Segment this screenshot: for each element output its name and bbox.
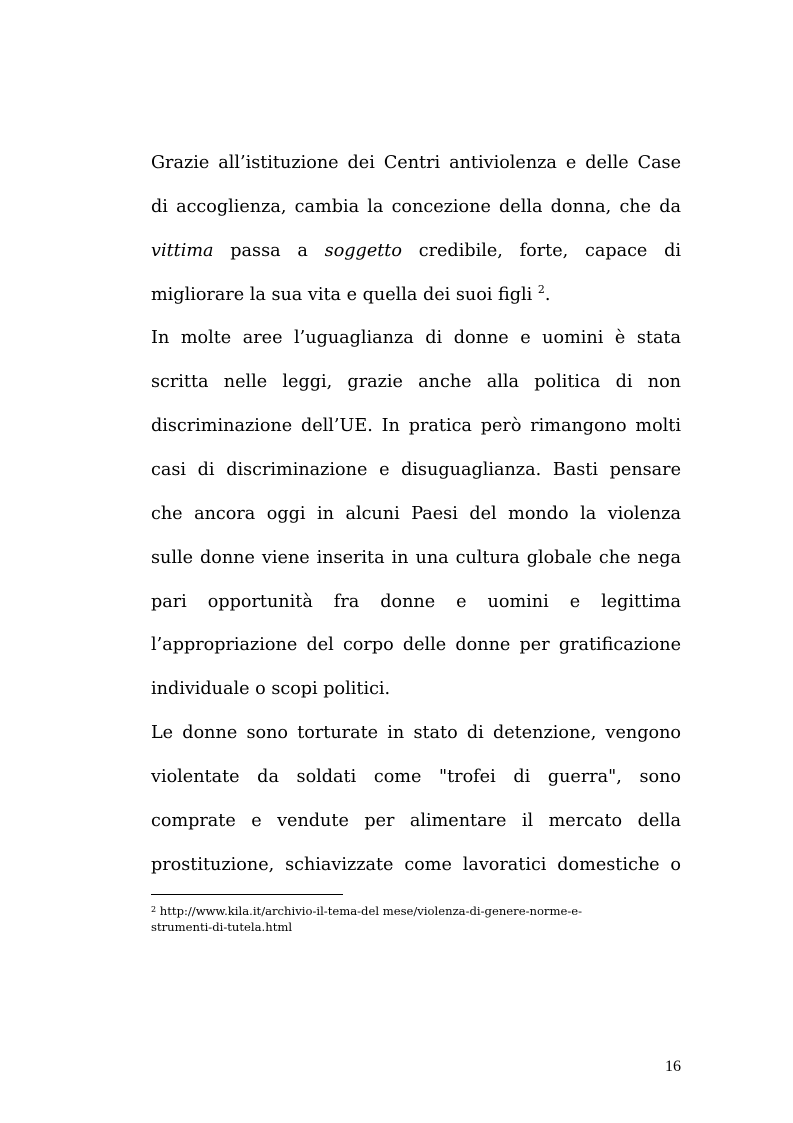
page-number: 16 xyxy=(665,1058,681,1075)
italic-word-soggetto: soggetto xyxy=(324,241,402,261)
p1-line-1: Grazie all’istituzione dei Centri antiviolenza e delle Case xyxy=(151,153,681,173)
p3-line-3: comprate e vendute per alimentare il mercato della xyxy=(151,811,681,831)
word-passa: passa xyxy=(230,241,281,261)
footnote-reference: 2 xyxy=(537,283,545,296)
p2-line-4: casi di discriminazione e disuguaglianza. Basti pensare xyxy=(151,460,681,480)
footnote-separator xyxy=(151,894,343,895)
p3-line-4: prostituzione, schiavizzate come lavoratici domestiche o xyxy=(151,855,681,875)
word-a: a xyxy=(297,241,308,261)
p1-line-3-rest: credibile, forte, capace di xyxy=(418,241,682,261)
footnote-url-part-1: http://www.kila.it/archivio-il-tema-del mese/violenza-di-genere-norme-e- xyxy=(159,904,583,918)
italic-word-vittima: vittima xyxy=(151,241,214,261)
p1-line-3 xyxy=(151,239,681,263)
p2-line-6: sulle donne viene inserita in una cultura globale che nega xyxy=(151,548,681,568)
p2-line-2: scritta nelle leggi, grazie anche alla politica di non xyxy=(151,372,681,392)
p2-line-3: discriminazione dell’UE. In pratica però rimangono molti xyxy=(151,416,681,436)
p2-line-8: l’appropriazione del corpo delle donne per gratificazione xyxy=(151,635,681,655)
footnote-number: 2 xyxy=(151,905,157,914)
p1-line-4 xyxy=(151,283,681,309)
p3-line-2: violentate da soldati come "trofei di guerra", sono xyxy=(151,767,681,787)
p3-line-1: Le donne sono torturate in stato di detenzione, vengono xyxy=(151,723,681,743)
p2-line-9: individuale o scopi politici. xyxy=(151,679,391,699)
p2-line-7: pari opportunità fra donne e uomini e legittima xyxy=(151,592,681,612)
p1-line-2: di accoglienza, cambia la concezione della donna, che da xyxy=(151,197,681,217)
p2-line-1: In molte aree l’uguaglianza di donne e uomini è stata xyxy=(151,328,681,348)
p2-line-5: che ancora oggi in alcuni Paesi del mondo la violenza xyxy=(151,504,681,524)
footnote-line-2: strumenti-di-tutela.html xyxy=(151,920,293,934)
p1-line-4-end: . xyxy=(544,285,551,305)
p1-line-4-text: migliorare la sua vita e quella dei suoi figli xyxy=(151,285,538,305)
